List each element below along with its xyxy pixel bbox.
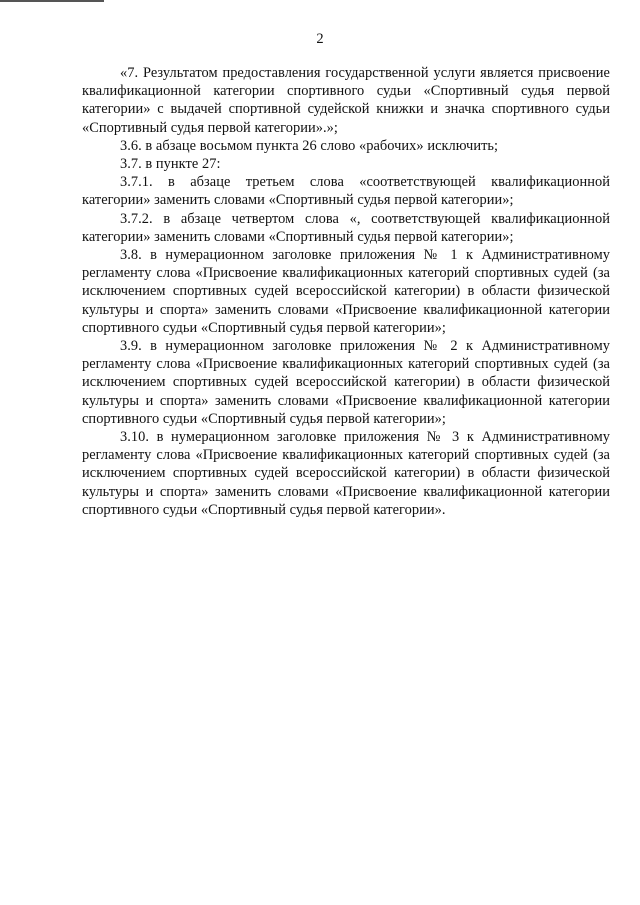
page-number: 2 <box>316 31 324 47</box>
paragraph-3-6: 3.6. в абзаце восьмом пункта 26 слово «рабочих» исключить; <box>120 137 499 154</box>
top-rule <box>0 0 104 2</box>
paragraph-3-10: 3.10. в нумерационном заголовке приложения № 3 к Административному регламенту слова «Присвоение квалификационных категорий спортивных судей (за исключением спортивных судей всероссийской категории) в области физической культуры и спорта» заменить словами «Присвоение квалификационной категории спортивного судьи «Спортивный судья первой категории». <box>82 429 610 518</box>
paragraph-3-8: 3.8. в нумерационном заголовке приложения № 1 к Административному регламенту слова «Присвоение квалификационных категорий спортивных судей (за исключением спортивных судей всероссийской категории) в области физической культуры и спорта» заменить словами «Присвоение квалификационной категории спортивного судьи «Спортивный судья первой категории»; <box>82 247 610 336</box>
paragraph-item-7: «7. Результатом предоставления государственной услуги является присвоение квалификационной категории спортивного судьи «Спортивный судья первой категории» с выдачей спортивной судейской книжки и значка спортивного судьи «Спортивный судья первой категории».»; <box>82 65 610 136</box>
paragraph-3-7-1: 3.7.1. в абзаце третьем слова «соответствующей квалификационной категории» заменить словами «Спортивный судья первой категории»; <box>82 174 610 209</box>
paragraph-3-9: 3.9. в нумерационном заголовке приложения № 2 к Административному регламенту слова «Присвоение квалификационных категорий спортивных судей (за исключением спортивных судей всероссийской категории) в области физической культуры и спорта» заменить словами «Присвоение квалификационной категории спортивного судьи «Спортивный судья первой категории»; <box>82 338 610 427</box>
document-body <box>82 64 610 519</box>
paragraph-3-7: 3.7. в пункте 27: <box>120 156 221 173</box>
paragraph-3-7-2: 3.7.2. в абзаце четвертом слова «, соответствующей квалификационной категории» заменить словами «Спортивный судья первой категории»; <box>82 210 610 245</box>
